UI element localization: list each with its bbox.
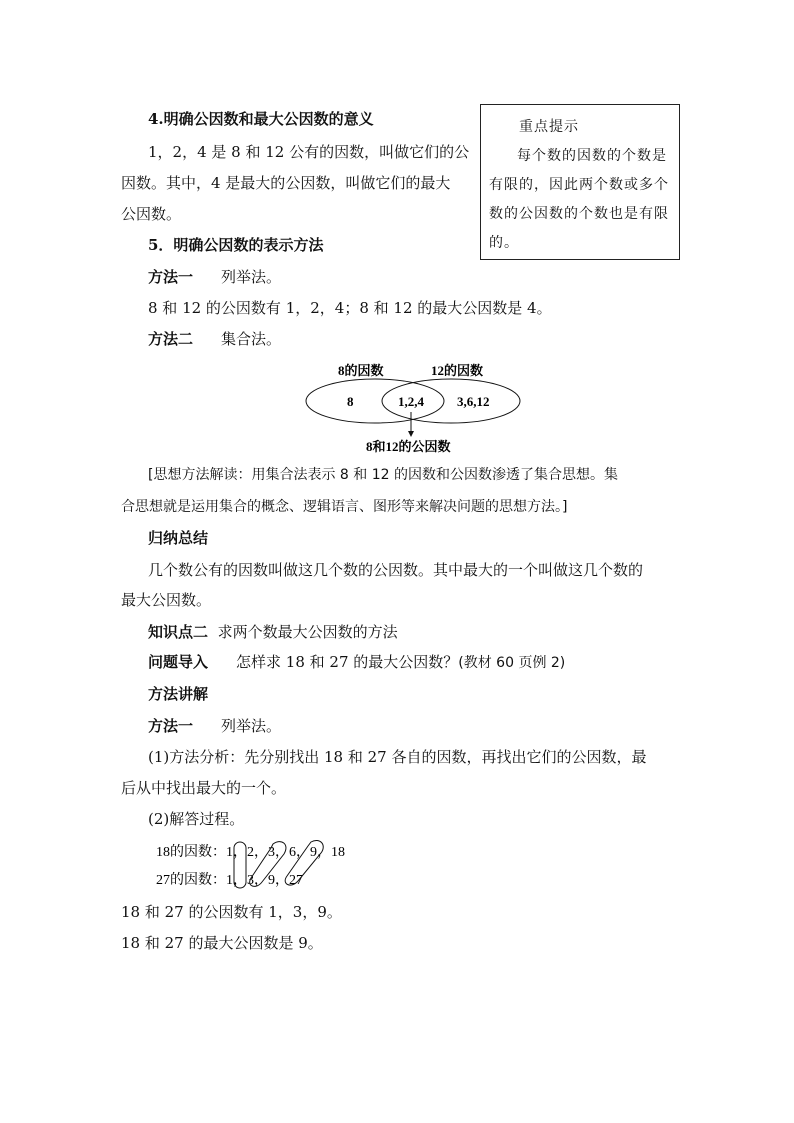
- venn-common: 1,2,4: [398, 394, 424, 409]
- point2-intro-label: 问题导入: [148, 653, 209, 671]
- summary-heading: 归纳总结: [148, 529, 209, 547]
- method2-name: 集合法。: [221, 330, 282, 348]
- point2-intro: [148, 652, 565, 673]
- tip-body: 每个数的因数的个数是有限的，因此两个数或多个数的公因数的个数也是有限的。: [489, 148, 669, 251]
- gcd-result: 18 和 27 的最大公因数是 9。: [121, 934, 323, 952]
- point2-intro-text: 怎样求 18 和 27 的最大公因数？: [236, 653, 459, 671]
- point2-heading-label: 知识点二: [148, 623, 209, 641]
- point2-heading-text: 求两个数最大公因数的方法: [217, 623, 398, 641]
- venn-left-only: 8: [347, 394, 354, 409]
- thought-line2: 合思想就是运用集合的概念、逻辑语言、图形等来解决问题的思想方法。]: [121, 499, 568, 515]
- point2-heading: [148, 622, 398, 642]
- venn-left-label: 8的因数: [338, 363, 384, 378]
- section4-para-line2: 因数。其中，4 是最大的公因数，叫做它们的最大: [121, 174, 451, 192]
- summary-line2: 最大公因数。: [121, 591, 212, 609]
- analysis-line1: (1)方法分析：先分别找出 18 和 27 各自的因数，再找出它们的公因数，最: [148, 748, 647, 766]
- point2-intro-ref: (教材 60 页例 2): [458, 655, 566, 671]
- method1-result: 8 和 12 的公因数有 1，2，4；8 和 12 的最大公因数是 4。: [148, 299, 552, 317]
- section5-heading: 5．明确公因数的表示方法: [148, 236, 324, 254]
- method1-label: 方法一: [148, 268, 194, 286]
- tip-box: [480, 104, 680, 260]
- point2-method1-line: [148, 716, 281, 736]
- venn-common-label: 8和12的公因数: [366, 439, 451, 454]
- analysis-line2: 后从中找出最大的一个。: [121, 779, 287, 797]
- method1-line: [148, 267, 281, 287]
- section4-para-line3: 公因数。: [121, 205, 182, 223]
- section4-para-line1: 1，2，4 是 8 和 12 公有的因数，叫做它们的公: [148, 143, 470, 161]
- thought-line1: [思想方法解读：用集合法表示 8 和 12 的因数和公因数渗透了集合思想。集: [148, 467, 618, 483]
- tip-title: 重点提示: [519, 119, 579, 135]
- point2-method1-name: 列举法。: [221, 717, 282, 735]
- common-result: 18 和 27 的公因数有 1，3，9。: [121, 903, 342, 921]
- venn-diagram: [300, 355, 530, 455]
- factors27-line: 27的因数：1，3，9，27: [156, 873, 303, 888]
- point2-method1-label: 方法一: [148, 717, 194, 735]
- summary-line1: 几个数公有的因数叫做这几个数的公因数。其中最大的一个叫做这几个数的: [148, 561, 644, 579]
- method2-label: 方法二: [148, 330, 194, 348]
- venn-right-only: 3,6,12: [457, 394, 490, 409]
- method1-name: 列举法。: [221, 268, 282, 286]
- method-heading: 方法讲解: [148, 685, 209, 703]
- factors18-line: 18的因数：1，2，3，6，9，18: [156, 845, 345, 860]
- section4-heading: 4.明确公因数和最大公因数的意义: [148, 110, 374, 128]
- venn-arrow-head: [408, 431, 414, 437]
- method2-line: [148, 329, 281, 349]
- venn-right-label: 12的因数: [431, 363, 484, 378]
- factor-diagram: [150, 836, 360, 892]
- process-heading: (2)解答过程。: [148, 810, 245, 828]
